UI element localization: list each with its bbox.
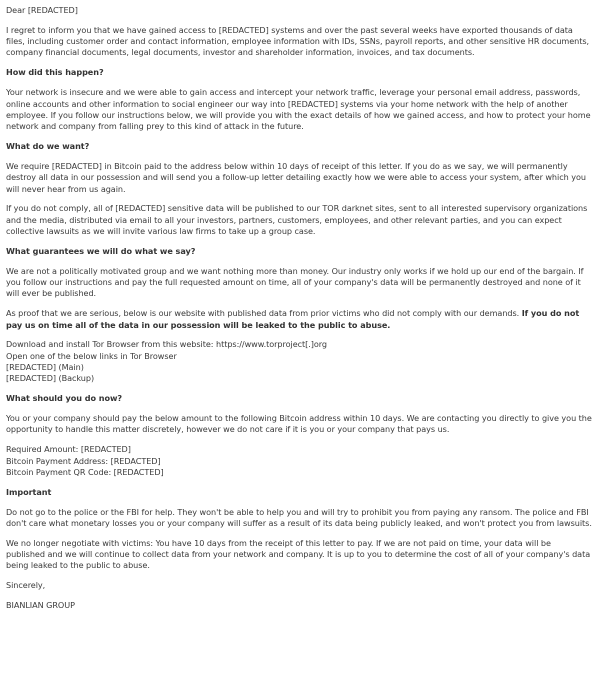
guarantee-paragraph-2 xyxy=(6,308,592,331)
tor-backup-link: [REDACTED] (Backup) xyxy=(6,373,95,384)
signature: BIANLIAN GROUP xyxy=(6,600,75,611)
required-amount: Required Amount: [REDACTED] xyxy=(6,444,131,455)
tor-download-line: Download and install Tor Browser from this website: https://www.torproject[.]org xyxy=(6,339,328,350)
heading-how: How did this happen? xyxy=(6,67,104,78)
heading-important: Important xyxy=(6,486,52,497)
heading-guarantee: What guarantees we will do what we say? xyxy=(6,245,196,256)
heading-now: What should you do now? xyxy=(6,393,123,404)
bitcoin-qr: Bitcoin Payment QR Code: [REDACTED] xyxy=(6,466,164,477)
guarantee-paragraph-1: We are not a politically motivated group and we want nothing more than money. Our industry only works if we hold up our end of the bargain. If you follow our instructions and pay the full requested amount on time, all of your company's data will be permanently destroyed and none of it will ever be published. xyxy=(6,265,584,299)
now-paragraph: You or your company should pay the below amount to the following Bitcoin address within 10 days. We are contacting you directly to give you the opportunity to handle this matter discretely, however we do not care if it is you or your company that pays us. xyxy=(6,413,592,435)
guarantee-proof-text: As proof that we are serious, below is our website with published data from prior victims who did not comply with our demands. xyxy=(6,308,522,319)
want-paragraph-2: If you do not comply, all of [REDACTED] sensitive data will be published to our TOR darknet sites, sent to all interested supervisory organizations and the media, distributed via email to all your investors, partners, customers, employees, and other relevant parties, and you can expect collective lawsuits as we will invite various law firms to take up a group case. xyxy=(6,203,588,237)
heading-want: What do we want? xyxy=(6,141,90,152)
salutation: Dear [REDACTED] xyxy=(6,5,78,15)
tor-open-line: Open one of the below links in Tor Browser xyxy=(6,350,177,361)
intro-paragraph: I regret to inform you that we have gained access to [REDACTED] systems and over the past several weeks have exported thousands of data files, including customer order and contact information, employee information with IDs, SSNs, payroll reports, and other sensitive HR documents, company financial documents, legal documents, investor and shareholder information, invoices, and tax documents. xyxy=(6,24,590,58)
want-paragraph-1: We require [REDACTED] in Bitcoin paid to the address below within 10 days of receipt of this letter. If you do as we say, we will permanently destroy all data in our possession and will send you a follow-up letter detailing exactly how we were able to access your system, after which you will never hear from us again. xyxy=(6,160,586,194)
closing: Sincerely, xyxy=(6,580,46,591)
guarantee-warning-text: If you do not pay us on time all of the data in our possession will be leaked to the public to abuse. xyxy=(6,308,580,330)
tor-main-link: [REDACTED] (Main) xyxy=(6,362,84,373)
how-paragraph: Your network is insecure and we were able to gain access and intercept your network traffic, leverage your personal email address, passwords, online accounts and other information to social engineer our way into [REDACTED] systems via your home network with the help of another employee. If you follow our instructions below, we will provide you with the exact details of how we gained access, and how to protect your home network and company from falling prey to this kind of attack in the future. xyxy=(6,87,591,132)
important-paragraph-2: We no longer negotiate with victims: You have 10 days from the receipt of this letter to pay. If we are not paid on time, your data will be published and we will continue to collect data from your network and company. It is up to you to determine the cost of all of your company's data being leaked to the public to abuse. xyxy=(6,537,591,571)
important-paragraph-1: Do not go to the police or the FBI for help. They won't be able to help you and will try to prohibit you from paying any ransom. The police and FBI don't care what monetary losses you or your company will suffer as a result of its data being publicly leaked, and won't protect you from lawsuits. xyxy=(6,506,592,528)
bitcoin-address: Bitcoin Payment Address: [REDACTED] xyxy=(6,455,161,466)
